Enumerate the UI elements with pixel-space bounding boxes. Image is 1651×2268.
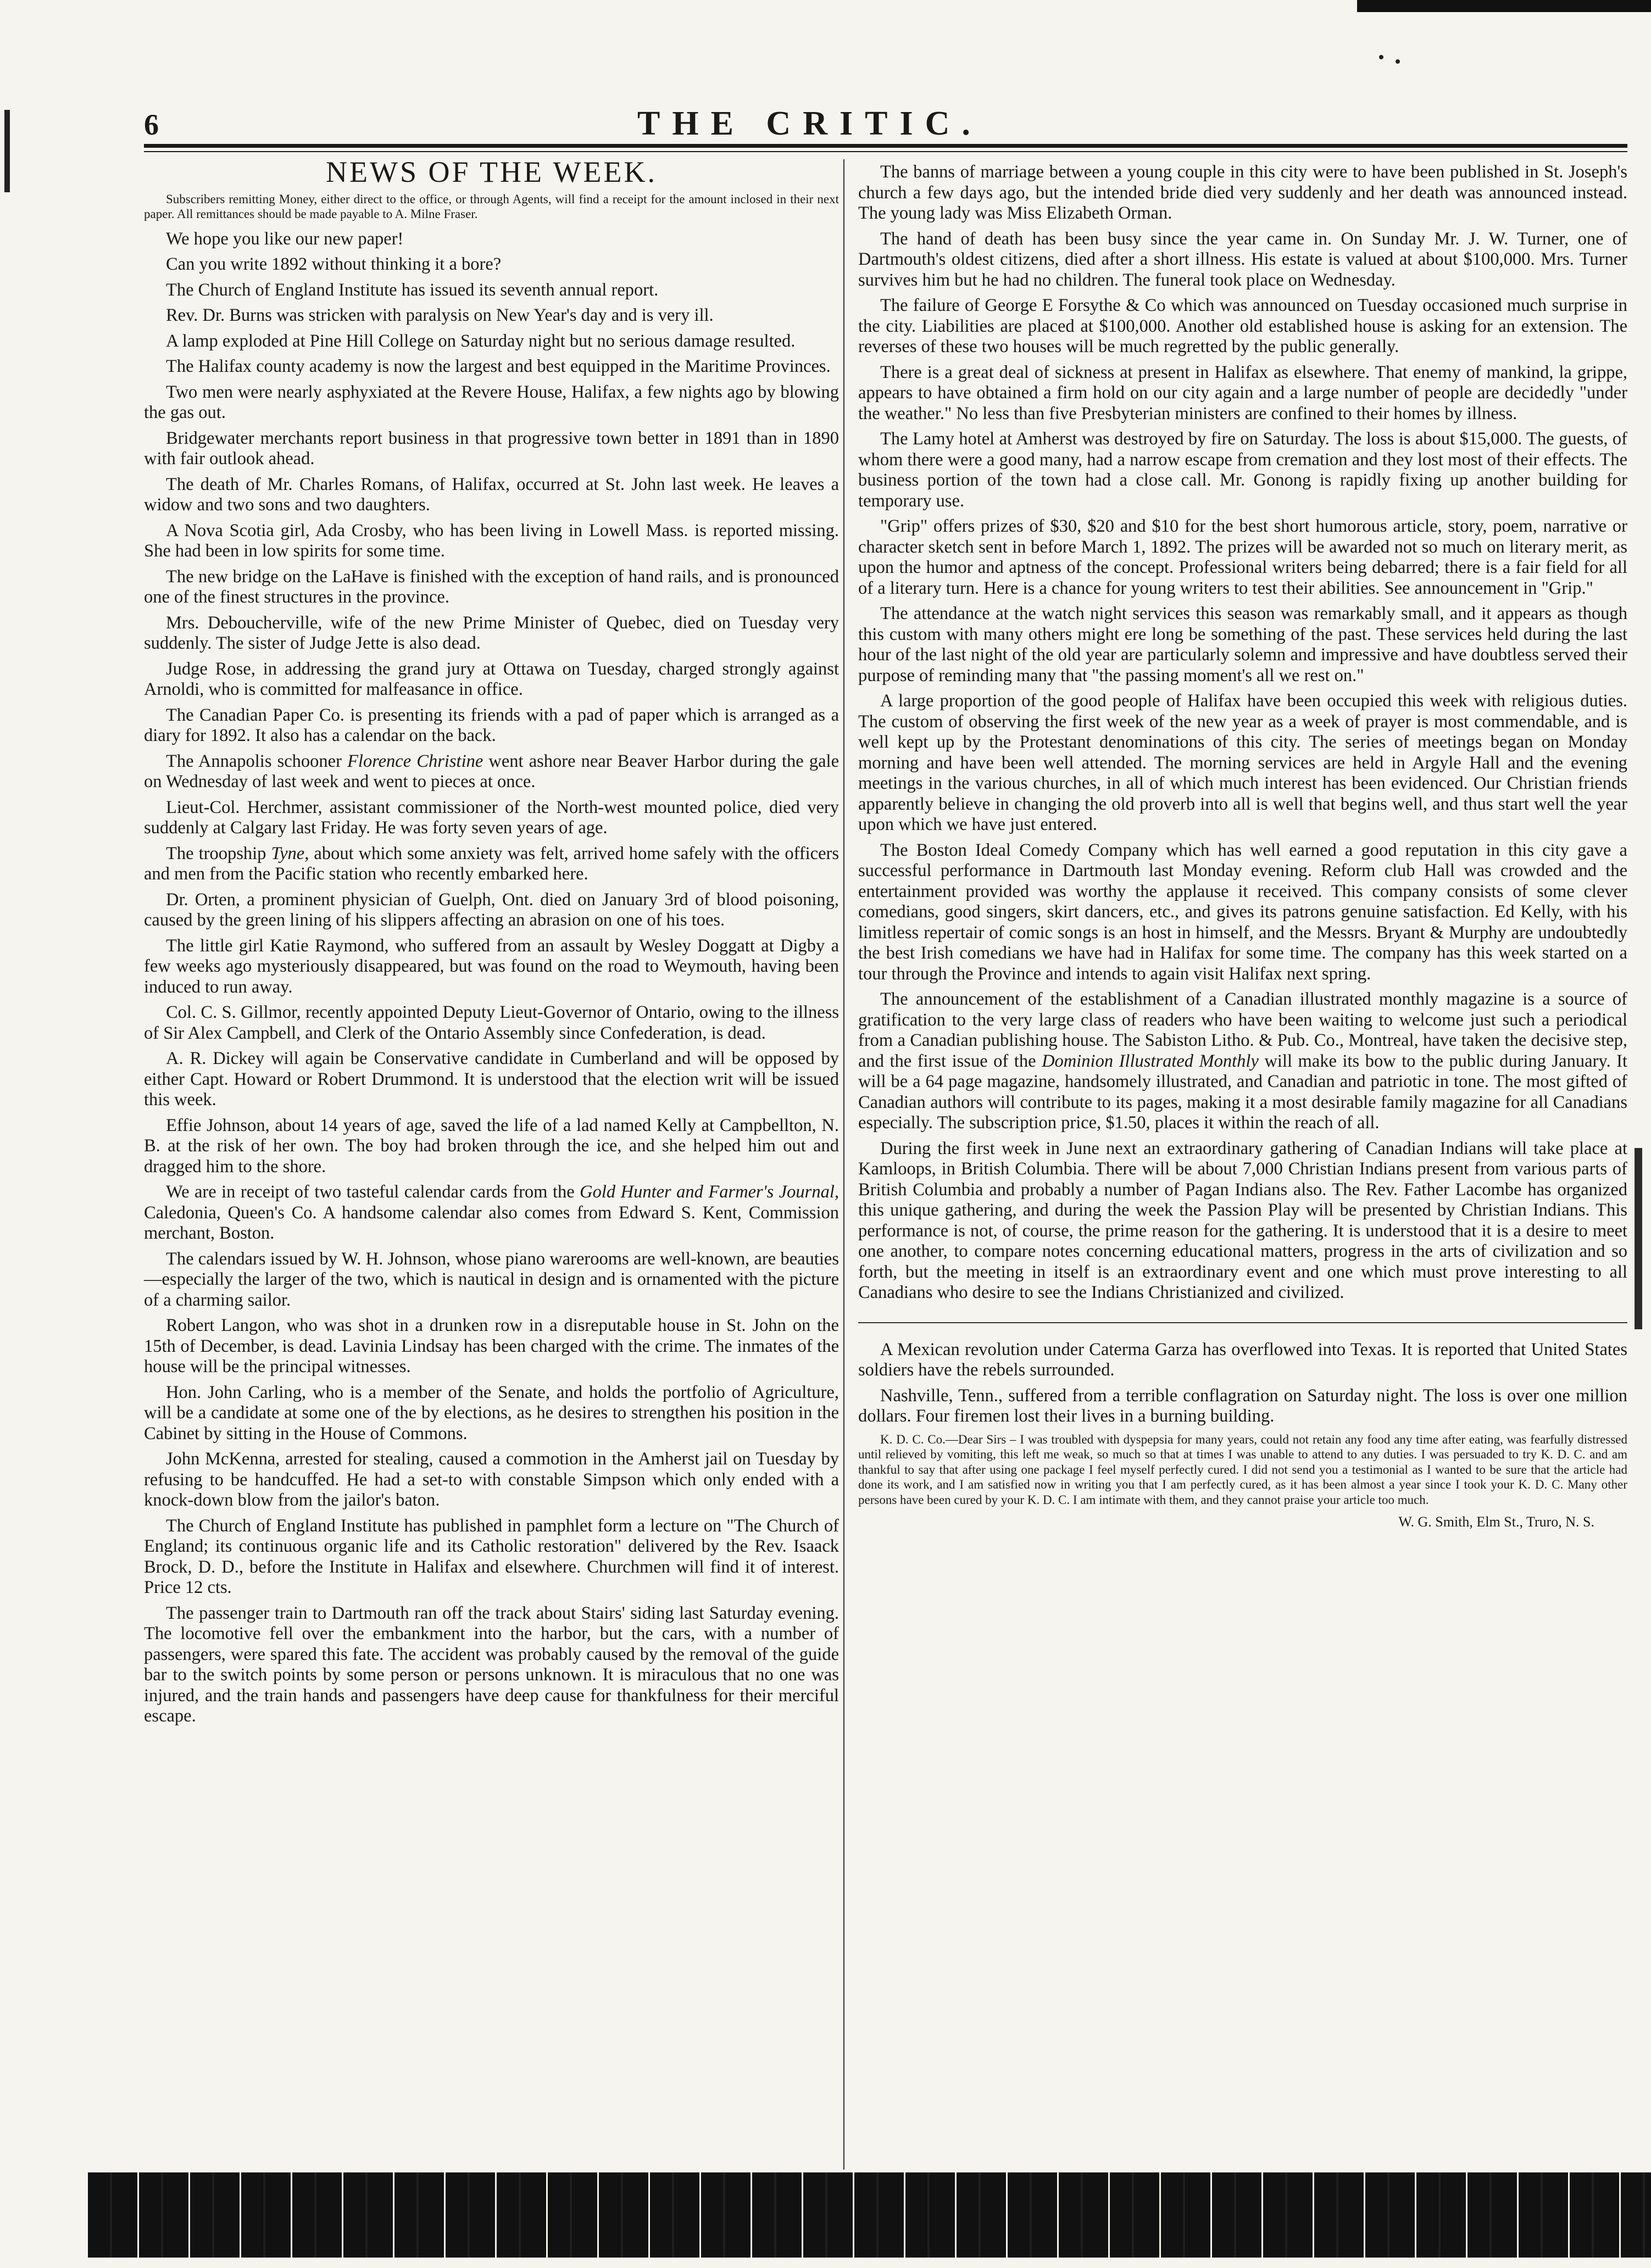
news-item: Col. C. S. Gillmor, recently appointed Deputy Lieut-Governor of Ontario, owing to the illness of Sir Alex Campbell, and Clerk of the Ontario Assembly since Confederation, is dead. <box>144 1002 839 1043</box>
news-item: The calendars issued by W. H. Johnson, whose piano warerooms are well-known, are beauties—especially the larger of the two, which is nautical in design and is ornamented with the picture of a charming sailor. <box>144 1249 839 1310</box>
testimonial: K. D. C. Co.—Dear Sirs – I was troubled with dyspepsia for many years, could not retain any food any time after eating, was fearfully distressed until relieved by vomiting, this left me weak, so much so that at times I was unable to attend to any duties. I was persuaded to try K. D. C. and am thankful to say that after using one package I feel myself perfectly cured. I did not send you a testimonial as I wanted to be sure that the article had done its work, and I am satisfied now in writing you that I am perfectly cured, as it has been almost a year since I took your K. D. C. Many other persons have been cured by your K. D. C. I am intimate with them, and they cannot praise your article too much. <box>858 1432 1627 1507</box>
right-column <box>858 162 1627 1533</box>
news-item: The Halifax county academy is now the largest and best equipped in the Maritime Provinces. <box>166 356 831 376</box>
news-item: Robert Langon, who was shot in a drunken row in a disreputable house in St. John on the 15th of December, is dead. Lavinia Lindsay has been charged with the crime. The inmates of the house will be the principal witnesses. <box>144 1316 839 1377</box>
news-item: The Church of England Institute has published in pamphlet form a lecture on "The Church of England; its continuous organic life and its Catholic restoration" delivered by the Rev. Isaack Brock, D. D., before the Institute in Halifax and elsewhere. Churchmen will find it of interest. Price 12 cts. <box>144 1515 839 1597</box>
news-item: We are in receipt of two tasteful calendar cards from the Gold Hunter and Farmer's Journal, Caledonia, Queen's Co. A handsome calendar also comes from Edward S. Kent, Commission merchant, Boston. <box>144 1182 839 1243</box>
news-item: The little girl Katie Raymond, who suffered from an assault by Wesley Doggatt at Digby a few weeks ago mysteriously disappeared, but was found on the road to Weymouth, having been induced to run away. <box>144 935 839 997</box>
news-item: The banns of marriage between a young couple in this city were to have been published in St. Joseph's church a few days ago, but the intended bride died very suddenly and her death was announced instead. The young lady was Miss Elizabeth Orman. <box>858 162 1627 223</box>
left-column <box>144 155 839 1732</box>
scan-edge-mark <box>1357 0 1651 12</box>
column-divider <box>843 159 844 2170</box>
news-item: The death of Mr. Charles Romans, of Halifax, occurred at St. John last week. He leaves a widow and two sons and two daughters. <box>144 474 839 515</box>
news-item: Effie Johnson, about 14 years of age, saved the life of a lad named Kelly at Campbellton, N. B. at the risk of her own. The boy had broken through the ice, and she helped him out and dragged him to the shore. <box>144 1115 839 1177</box>
page-number: 6 <box>144 108 159 141</box>
news-item: The troopship Tyne, about which some anxiety was felt, arrived home safely with the officers and men from the Pacific station who recently embarked here. <box>144 843 839 884</box>
news-item: The attendance at the watch night services this season was remarkably small, and it appears as though this custom with many others might ere long be something of the past. These services held during the last hour of the last night of the old year are particularly solemn and impressive and have doubtless served their purpose of reminding many that "the passing moment's all we rest on." <box>858 604 1627 686</box>
news-item: During the first week in June next an extraordinary gathering of Canadian Indians will take place at Kamloops, in British Columbia. There will be about 7,000 Christian Indians present from various parts of British Columbia and probably a number of Pagan Indians also. The Rev. Father Lacombe has organized this unique gathering, and during the week the Passion Play will be presented by Christian Indians. This performance is not, of course, the prime reason for the gathering. It is understood that it is a desire to meet one another, to compare notes concerning educational matters, progress in the arts of civilization and so forth, but the meeting in itself is an extraordinary event and one which must prove interesting to all Canadians who desire to see the Indians Christianized and civilized. <box>858 1138 1627 1302</box>
masthead: THE CRITIC. <box>637 105 982 142</box>
news-item: The hand of death has been busy since the year came in. On Sunday Mr. J. W. Turner, one of Dartmouth's oldest citizens, died after a short illness. His estate is valued at about $100,000. Mrs. Turner survives him but he had no children. The funeral took place on Wednesday. <box>858 229 1627 290</box>
subscriber-notice: Subscribers remitting Money, either direct to the office, or through Agents, will find a receipt for the amount inclosed in their next paper. All remittances should be made payable to A. Milne Fraser. <box>144 192 839 221</box>
news-item: Rev. Dr. Burns was stricken with paralysis on New Year's day and is very ill. <box>166 305 714 325</box>
news-item: A. R. Dickey will again be Conservative candidate in Cumberland and will be opposed by either Capt. Howard or Robert Drummond. It is understood that the election writ will be issued this week. <box>144 1049 839 1110</box>
news-items-b <box>144 798 839 839</box>
news-item: John McKenna, arrested for stealing, caused a commotion in the Amherst jail on Tuesday by refusing to be handcuffed. He had a set-to with constable Simpson which only ended with a knock-down blow from the jailor's baton. <box>144 1449 839 1510</box>
news-item: The Canadian Paper Co. is presenting its friends with a pad of paper which is arranged as a diary for 1892. It also has a calendar on the back. <box>144 705 839 745</box>
news-item: A large proportion of the good people of Halifax have been occupied this week with religious duties. The custom of observing the first week of the new year as a week of prayer is most commendable, and is well kept up by the Protestant denominations of this city. The series of meetings began on Monday morning and have been well attended. The morning services are held in Argyle Hall and the evening meetings in the various churches, in all of which much interest has been evidenced. Our Christian friends apparently believe in changing the old proverb into all is well that begins well, and thus start well the year upon which we have just entered. <box>858 691 1627 834</box>
news-item: Two men were nearly asphyxiated at the Revere House, Halifax, a few nights ago by blowing the gas out. <box>144 382 839 422</box>
news-item: "Grip" offers prizes of $30, $20 and $10 for the best short humorous article, story, poem, narrative or character sketch sent in before March 1, 1892. The prizes will be awarded not so much on literary merit, as upon the humor and aptness of the concept. Professional writers being debarred; there is a fair field for all of a literary turn. Here is a chance for young writers to test their abilities. See announcement in "Grip." <box>858 516 1627 598</box>
news-item: Mrs. Deboucherville, wife of the new Prime Minister of Quebec, died on Tuesday very suddenly. The sister of Judge Jette is also dead. <box>144 612 839 653</box>
news-item: A Nova Scotia girl, Ada Crosby, who has been living in Lowell Mass. is reported missing. She had been in low spirits for some time. <box>144 520 839 561</box>
news-item: Hon. John Carling, who is a member of the Senate, and holds the portfolio of Agriculture, will be a candidate at some one of the by elections, as he desires to strengthen his position in the Cabinet by sitting in the House of Commons. <box>144 1382 839 1444</box>
testimonial-signature: W. G. Smith, Elm St., Truro, N. S. <box>1398 1514 1594 1530</box>
news-items-c <box>144 890 839 1178</box>
scan-bottom-edge <box>88 2172 1651 2258</box>
scan-edge-mark <box>1635 1148 1642 1329</box>
scan-edge-mark <box>4 110 10 192</box>
news-item: Judge Rose, in addressing the grand jury at Ottawa on Tuesday, charged strongly against Arnoldi, who is committed for malfeasance in office. <box>144 659 839 699</box>
news-item: Nashville, Tenn., suffered from a terrible conflagration on Saturday night. The loss is over one million dollars. Four firemen lost their lives in a burning building. <box>858 1385 1627 1426</box>
scan-speck <box>1379 55 1383 59</box>
section-title: NEWS OF THE WEEK. <box>326 155 657 188</box>
news-item: There is a great deal of sickness at present in Halifax as elsewhere. That enemy of mankind, la grippe, appears to have obtained a firm hold on our city again and a large number of people are decidedly "under the weather." No less than five Presbyterian ministers are confined to their homes by illness. <box>858 362 1627 423</box>
news-item: Can you write 1892 without thinking it a bore? <box>166 254 502 274</box>
header-rule <box>144 151 1627 152</box>
news-item: We hope you like our new paper! <box>166 229 404 249</box>
news-items-right <box>858 162 1627 984</box>
news-items-right-b <box>858 1139 1627 1303</box>
news-item: The announcement of the establishment of a Canadian illustrated monthly magazine is a source of gratification to the very large class of readers who have been waiting to welcome just such a periodical from a Canadian publishing house. The Sabiston Litho. & Pub. Co., Montreal, have taken the decisive step, and the first issue of the Dominion Illustrated Monthly will make its bow to the public during January. It will be a 64 page magazine, handsomely illustrated, and Canadian and patriotic in tone. The most gifted of Canadian authors will contribute to its pages, making it a most desirable family magazine for all Canadians especially. The subscription price, $1.50, places it within the reach of all. <box>858 989 1628 1133</box>
news-items-a <box>144 229 839 746</box>
news-item: A lamp exploded at Pine Hill College on Saturday night but no serious damage resulted. <box>166 331 796 351</box>
news-item: A Mexican revolution under Caterma Garza has overflowed into Texas. It is reported that United States soldiers have the rebels surrounded. <box>858 1339 1627 1380</box>
news-item: Bridgewater merchants report business in that progressive town better in 1891 than in 1890 with fair outlook ahead. <box>144 428 839 469</box>
news-item: The new bridge on the LaHave is finished with the exception of hand rails, and is pronounced one of the finest structures in the province. <box>144 566 839 607</box>
news-item: The Church of England Institute has issued its seventh annual report. <box>166 280 659 300</box>
news-item: The passenger train to Dartmouth ran off the track about Stairs' siding last Saturday evening. The locomotive fell over the embankment into the harbor, but the cars, with a number of passengers, were spared this fate. The accident was probably caused by the removal of the guide bar to the switch points by some person or persons unknown. It is miraculous that no one was injured, and the train hands and passengers have deep cause for thankfulness for their merciful escape. <box>144 1603 839 1726</box>
news-item: The Boston Ideal Comedy Company which has well earned a good reputation in this city gave a successful performance in Dartmouth last Monday evening. Reform club Hall was crowded and the entertainment provided was worthy the applause it received. This company consists of some clever comedians, good singers, skirt dancers, etc., and gives its patrons genuine satisfaction. Ed Kelly, with his limitless repertair of comic songs is an host in himself, and the Messrs. Bryant & Murphy are undoubtedly the best Irish comedians we have had in Halifax for some time. The company has this week started on a tour through the Province and intends to again visit Halifax next spring. <box>858 840 1627 984</box>
news-item: The failure of George E Forsythe & Co which was announced on Tuesday occasioned much surprise in the city. Liabilities are placed at $100,000. Another old established house is asking for an extension. The reverses of these two houses will be much regretted by the public generally. <box>858 296 1627 356</box>
header-rule <box>144 144 1627 148</box>
news-item: The Annapolis schooner Florence Christine went ashore near Beaver Harbor during the gale on Wednesday of last week and went to pieces at once. <box>144 751 839 792</box>
section-rule <box>858 1322 1627 1323</box>
news-items-after-rule <box>858 1340 1627 1427</box>
news-item: Lieut-Col. Herchmer, assistant commissioner of the North-west mounted police, died very suddenly at Calgary last Friday. He was forty seven years of age. <box>144 797 839 838</box>
scan-speck <box>1396 59 1400 64</box>
news-items-d <box>144 1249 839 1727</box>
news-item: Dr. Orten, a prominent physician of Guelph, Ont. died on January 3rd of blood poisoning, caused by the green lining of his slippers affecting an abrasion on one of his toes. <box>144 889 839 930</box>
news-item: The Lamy hotel at Amherst was destroyed by fire on Saturday. The loss is about $15,000. The guests, of whom there were a good many, had a narrow escape from cremation and they lost most of their effects. The business portion of the town had a close call. Mr. Gonong is rapidly fixing up another building for temporary use. <box>858 429 1627 511</box>
